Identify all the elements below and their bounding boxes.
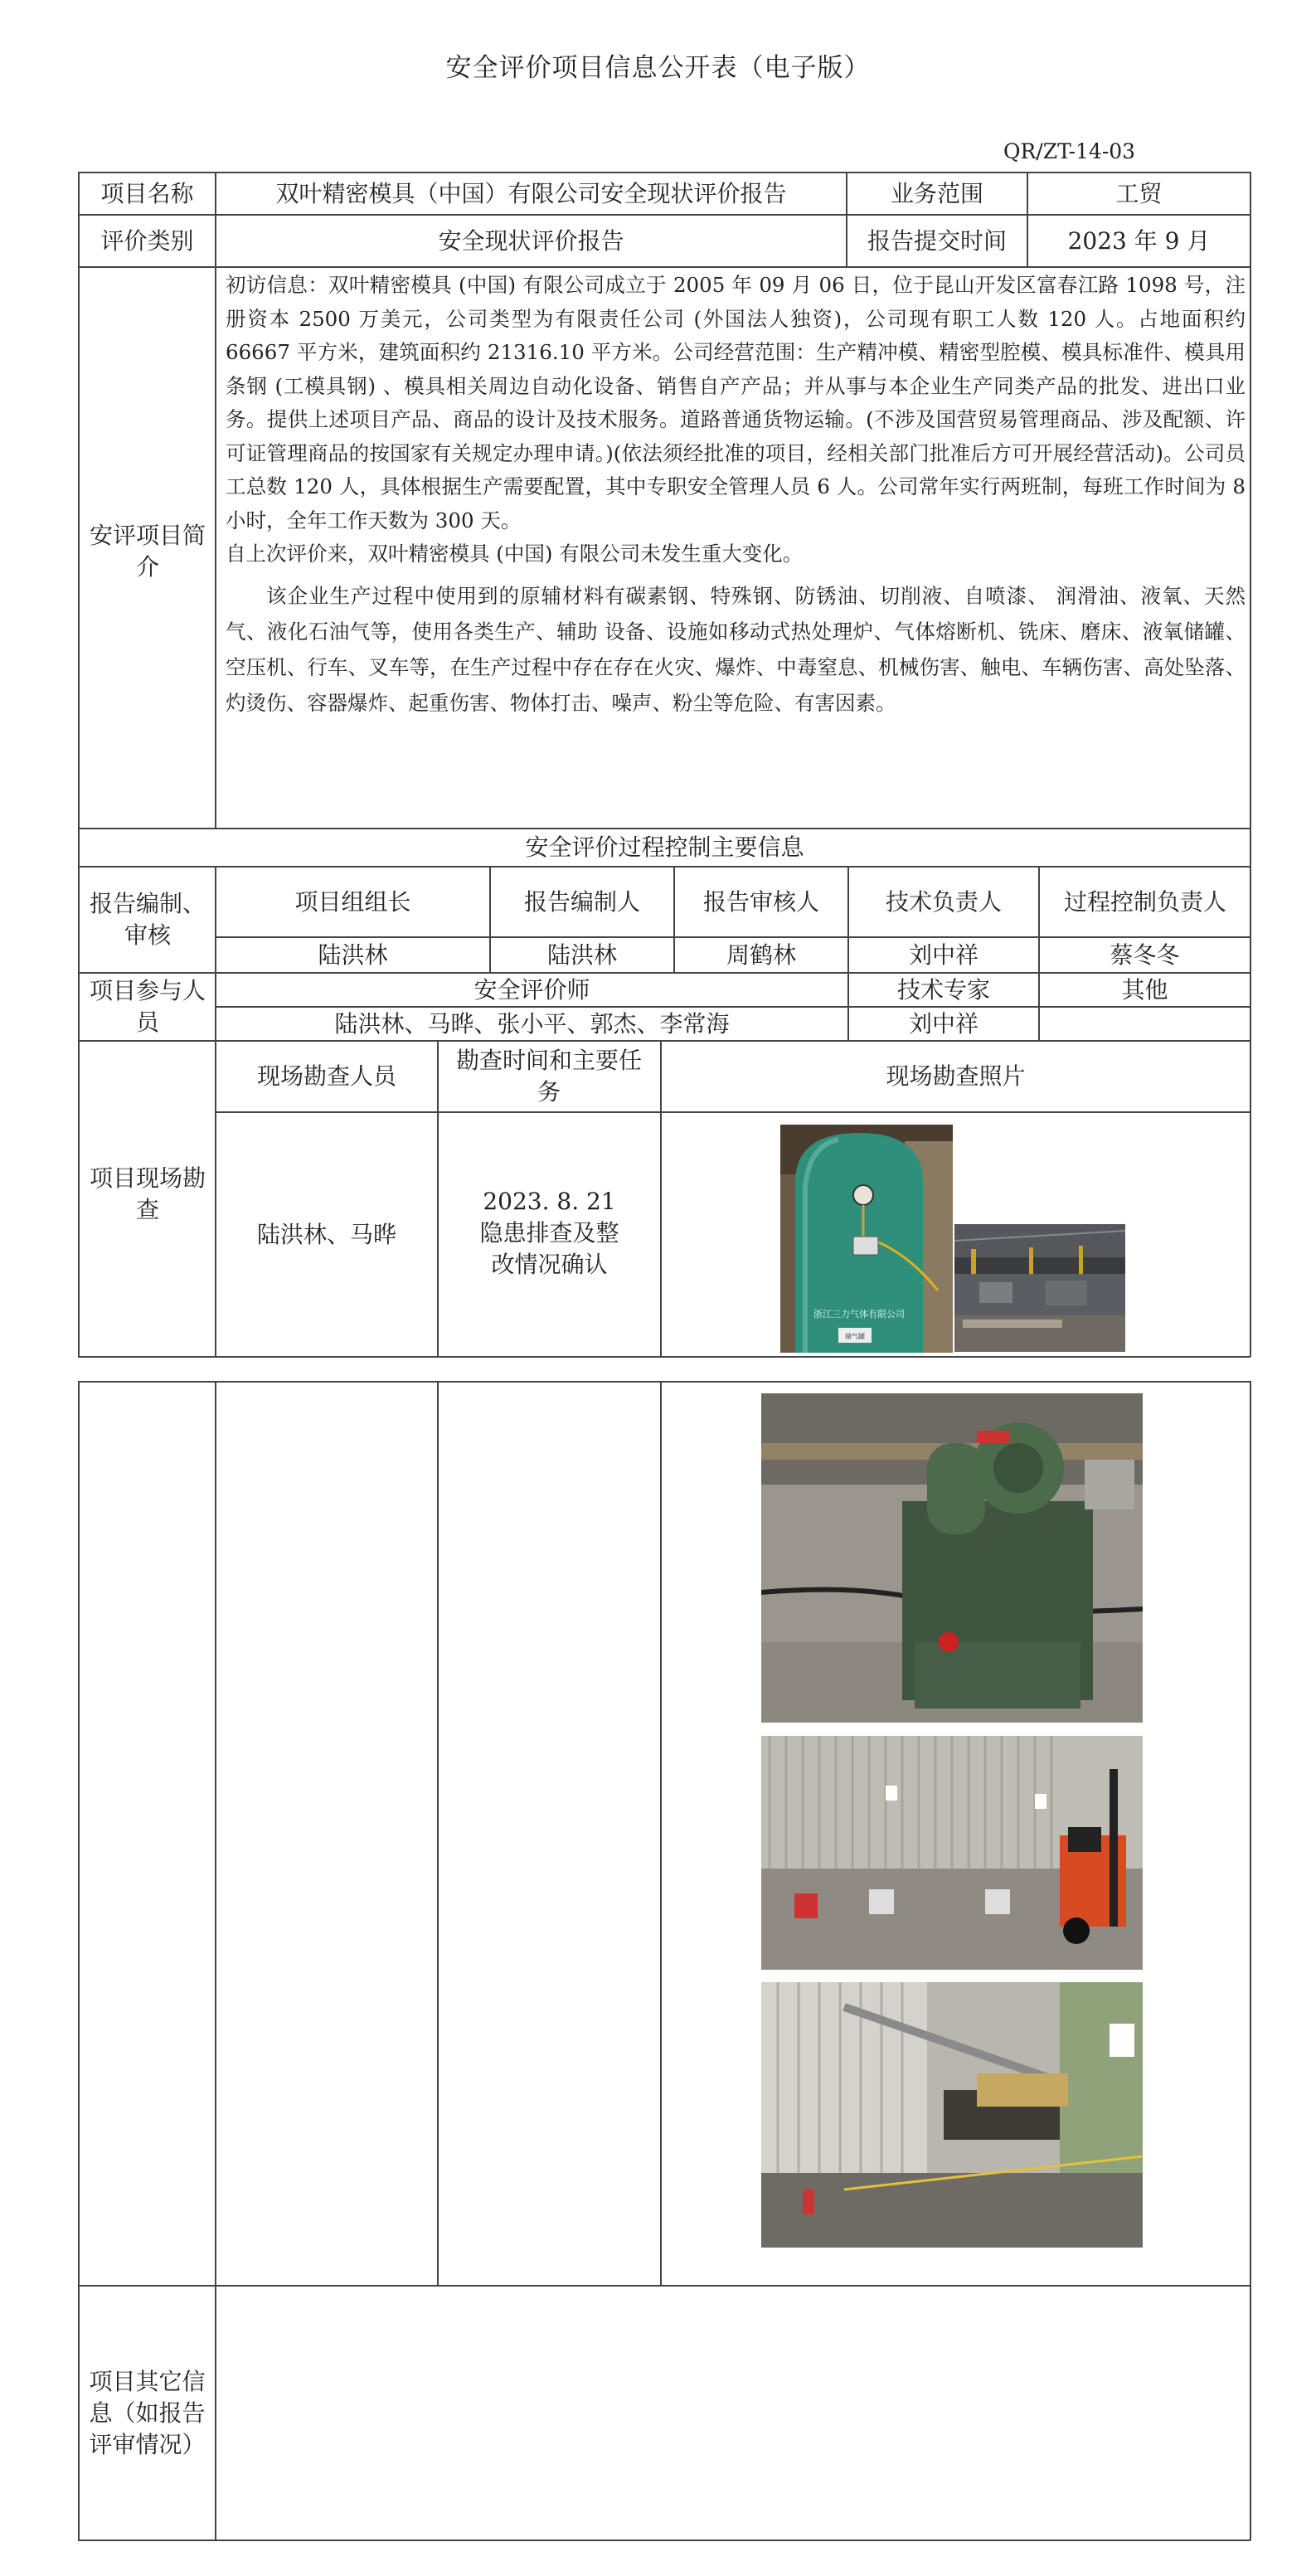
grinder-machine-photo — [761, 1393, 1143, 1723]
evaluators-value: 陆洪林、马晔、张小平、郭杰、李常海 — [334, 1009, 730, 1038]
value-reviewer: 周鹤林 — [726, 940, 796, 969]
header-compiler: 报告编制人 — [523, 887, 640, 916]
grid-line — [78, 1381, 80, 2540]
page-title: 安全评价项目信息公开表（电子版） — [445, 53, 871, 83]
header-reviewer: 报告审核人 — [702, 887, 819, 916]
expert-label: 技术专家 — [896, 975, 990, 1004]
intro-text — [226, 269, 1246, 721]
value-team-leader: 陆洪林 — [318, 940, 388, 969]
other-participant-value — [1040, 1008, 1250, 1040]
submit-time-label: 报告提交时间 — [867, 226, 1007, 255]
survey-photo-label: 现场勘查照片 — [886, 1062, 1026, 1090]
project-name-value: 双叶精密模具（中国）有限公司安全现状评价报告 — [275, 179, 787, 207]
value-tech-lead: 刘中祥 — [908, 940, 979, 969]
grid-line — [1250, 1381, 1251, 2540]
outdoor-equipment-photo — [761, 1982, 1143, 2248]
survey-time-value — [439, 1186, 660, 1281]
grid-line — [215, 172, 216, 829]
doc-code: QR/ZT-14-03 — [1003, 139, 1136, 163]
intro-para-1: 初访信息：双叶精密模具 (中国) 有限公司成立于 2005 年 09 月 06 日，位于昆山开发区富春江路 1098 号，注册资本 2500 万美元，公司类型为有限责任公司 (外国法人独资)，公司现有职工人数 120 人。占地面积约 66667 平方米，建筑面积约 21316.10 平方米。公司经营范围：生产精冲模、精密型腔模、模具标准件、模具用条钢 (工模具钢) 、模具相关周边自动化设备、销售自产产品；并从事与本企业生产同类产品的批发、进出口业务。提供上述项目产品、商品的设计及技术服务。道路普通货物运输。(不涉及国营贸易管理商品、涉及配额、许可证管理商品的按国家有关规定办理申请。)(依法须经批准的项目，经相关部门批准后方可开展经营活动)。公司员工总数 120 人，具体根据生产需要配置，其中专职安全管理人员 6 人。公司常年实行两班制，每班工作时间为 8 小时，全年工作天数为 300 天。 — [226, 273, 1246, 532]
evaluator-label: 安全评价师 — [473, 975, 590, 1004]
other-participant-label: 其他 — [1121, 975, 1168, 1004]
grid-line — [1250, 172, 1251, 1357]
grid-line — [78, 266, 1250, 268]
value-process-lead: 蔡冬冬 — [1110, 940, 1180, 969]
survey-staff-value: 陆洪林、马晔 — [256, 1220, 396, 1248]
scope-label: 业务范围 — [890, 179, 983, 207]
grid-line — [78, 1381, 1250, 1383]
grid-line — [78, 1356, 1250, 1358]
survey-staff-label: 现场勘查人员 — [256, 1062, 396, 1090]
grid-line — [437, 1381, 439, 2286]
workshop-photo — [954, 1224, 1125, 1352]
participants-label: 项目参与人员 — [90, 977, 206, 1036]
header-team-leader: 项目组组长 — [294, 887, 411, 916]
intro-label: 安评项目简介 — [90, 522, 206, 581]
survey-time-label: 勘查时间和主要任务 — [455, 1047, 642, 1106]
value-compiler: 陆洪林 — [546, 940, 617, 969]
other-info-label: 项目其它信息（如报告评审情况） — [89, 2368, 206, 2458]
process-section-title: 安全评价过程控制主要信息 — [525, 834, 804, 861]
tank-text: 浙江三力气体有限公司 — [813, 1309, 905, 1320]
survey-label: 项目现场勘查 — [90, 1164, 206, 1223]
intro-para-3: 该企业生产过程中使用到的原辅材料有碳素钢、特殊钢、防锈油、切削液、自喷漆、 润滑油、液氧、天然气、液化石油气等，使用各类生产、辅助 设备、设施如移动式热处理炉、气体熔断机、铣床、磨床、液氧储罐、空压机、行车、叉车等，在生产过程中存在存在火灾、爆炸、中毒窒息、机械伤害、触电、车辆伤害、高处坠落、灼烫伤、容器爆炸、起重伤害、物体打击、噪声、粉尘等危险、有害因素。 — [226, 583, 1246, 715]
submit-time-value: 2023 年 9 月 — [1067, 226, 1211, 255]
header-process-lead: 过程控制负责人 — [1063, 887, 1226, 916]
compile-label: 报告编制、审核 — [90, 890, 206, 949]
survey-task: 隐患排查及整改情况确认 — [479, 1219, 619, 1278]
header-tech-lead: 技术负责人 — [885, 887, 1002, 916]
intro-para-2: 自上次评价来，双叶精密模具 (中国) 有限公司未发生重大变化。 — [226, 542, 804, 566]
expert-value: 刘中祥 — [908, 1009, 979, 1038]
scope-value: 工贸 — [1115, 179, 1163, 207]
project-name-label: 项目名称 — [100, 179, 194, 207]
grid-line — [78, 2540, 1250, 2541]
grid-line — [660, 1381, 662, 2286]
tank-tag-text: 储气罐 — [845, 1333, 865, 1340]
other-info-value — [216, 2287, 1250, 2540]
category-value: 安全现状评价报告 — [438, 226, 624, 255]
category-label: 评价类别 — [100, 226, 194, 255]
grid-line — [78, 172, 80, 1357]
liquid-oxygen-tank-photo — [780, 1125, 953, 1353]
forklift-area-photo — [761, 1736, 1143, 1970]
survey-date: 2023. 8. 21 — [483, 1188, 616, 1215]
